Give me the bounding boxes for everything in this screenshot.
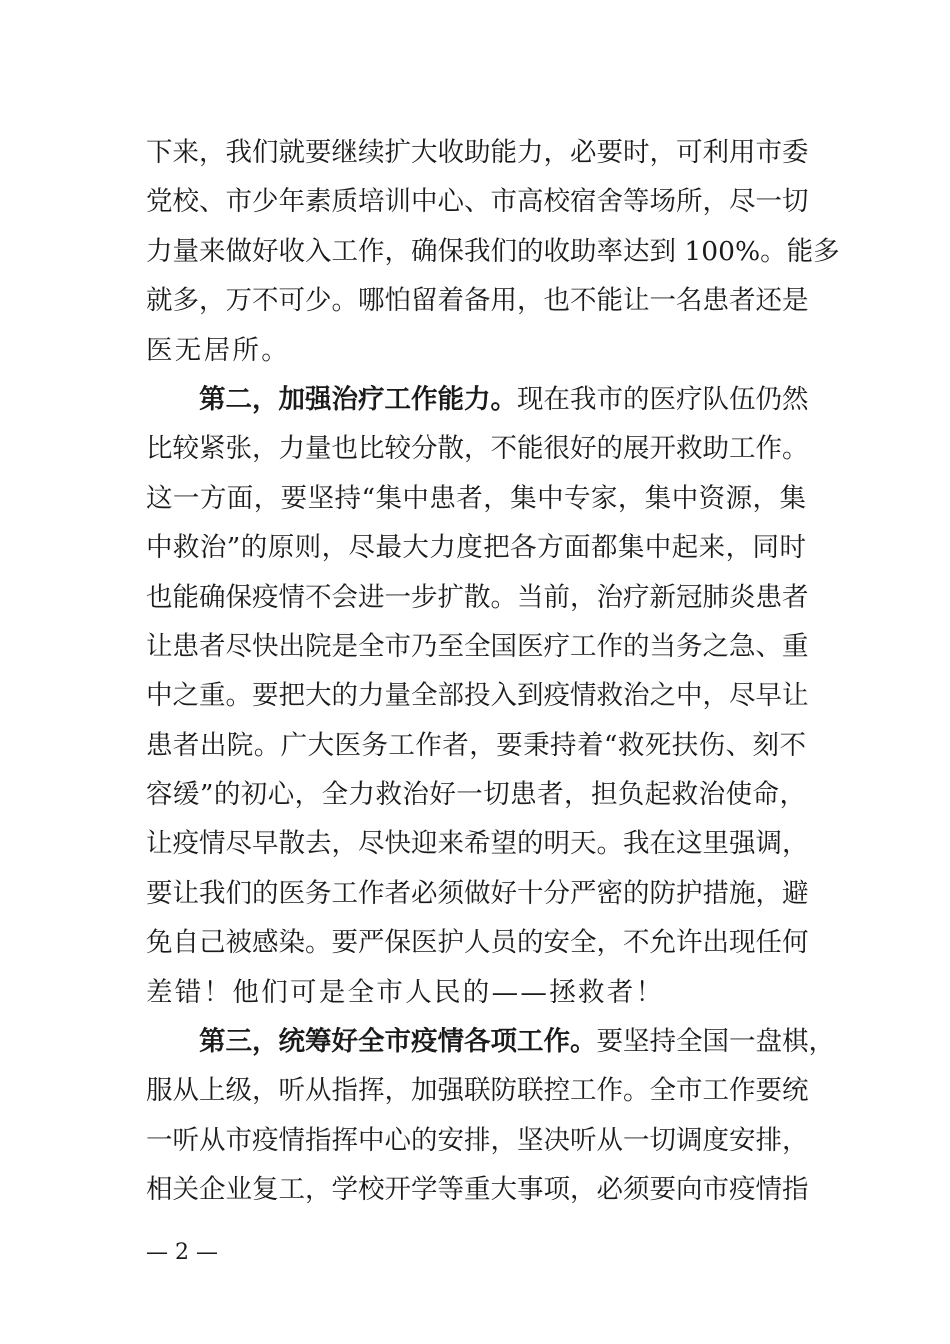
text-line bbox=[146, 869, 809, 918]
text-line bbox=[146, 819, 809, 868]
text-line bbox=[146, 523, 806, 572]
text-content: 比较紧张，力量也比较分散，不能很好的展开救助工作。 bbox=[146, 433, 809, 465]
text-content: 就多，万不可少。哪怕留着备用，也不能让一名患者还是 bbox=[146, 285, 809, 317]
text-content: 医无居所。 bbox=[146, 334, 290, 366]
section-heading: 第三，统筹好全市疫情各项工作。 bbox=[199, 1026, 597, 1058]
text-line bbox=[146, 177, 809, 226]
text-line bbox=[146, 474, 806, 523]
text-line bbox=[146, 671, 809, 720]
text-content: 现在我市的医疗队伍仍然 bbox=[517, 383, 809, 415]
text-content: 党校、市少年素质培训中心、市高校宿舍等场所，尽一切 bbox=[146, 186, 809, 218]
text-content: 服从上级，听从指挥，加强联防联控工作。全市工作要统 bbox=[146, 1075, 809, 1107]
text-content: 力量来做好收入工作，确保我们的收助率达到 100%。能多 bbox=[146, 235, 840, 267]
text-line bbox=[146, 1165, 809, 1214]
text-content: 让患者尽快出院是全市乃至全国医疗工作的当务之急、重 bbox=[146, 630, 809, 662]
text-line bbox=[146, 375, 809, 424]
text-content: 中救治”的原则，尽最大力度把各方面都集中起来，同时 bbox=[146, 532, 806, 564]
section-heading: 第二，加强治疗工作能力。 bbox=[199, 383, 517, 415]
text-line bbox=[146, 622, 809, 671]
text-content: 中之重。要把大的力量全部投入到疫情救治之中，尽早让 bbox=[146, 680, 809, 712]
text-line bbox=[146, 1116, 809, 1165]
text-line bbox=[146, 918, 809, 967]
text-line bbox=[146, 968, 836, 1017]
text-content: 患者出院。广大医务工作者，要秉持着“救死扶伤、刻不 bbox=[146, 729, 806, 761]
page-number: — 2 — bbox=[146, 1240, 218, 1265]
text-content: 差错！他们可是全市人民的——拯救者！ bbox=[146, 976, 665, 1008]
text-content: 要让我们的医务工作者必须做好十分严密的防护措施，避 bbox=[146, 877, 809, 909]
text-line bbox=[146, 1017, 835, 1066]
text-content: 下来，我们就要继续扩大收助能力，必要时，可利用市委 bbox=[146, 137, 809, 168]
text-line bbox=[146, 770, 806, 819]
text-content: 这一方面，要坚持“集中患者，集中专家，集中资源，集 bbox=[146, 482, 806, 514]
text-line bbox=[146, 573, 809, 622]
text-line bbox=[146, 227, 840, 276]
text-line bbox=[146, 128, 809, 177]
text-line bbox=[146, 721, 806, 770]
text-line bbox=[146, 326, 836, 375]
text-content: 相关企业复工，学校开学等重大事项，必须要向市疫情指 bbox=[146, 1174, 809, 1206]
text-content: 容缓”的初心，全力救治好一切患者，担负起救治使命， bbox=[146, 779, 806, 811]
text-content: 让疫情尽早散去，尽快迎来希望的明天。我在这里强调， bbox=[146, 828, 809, 860]
text-line bbox=[146, 1066, 809, 1115]
text-line bbox=[146, 276, 809, 325]
document-body bbox=[146, 128, 840, 1215]
text-content: 也能确保疫情不会进一步扩散。当前，治疗新冠肺炎患者 bbox=[146, 581, 809, 613]
text-content: 要坚持全国一盘棋， bbox=[596, 1026, 835, 1058]
text-content: 一听从市疫情指挥中心的安排，坚决听从一切调度安排， bbox=[146, 1124, 809, 1156]
text-content: 免自己被感染。要严保医护人员的安全，不允许出现任何 bbox=[146, 927, 809, 959]
text-line bbox=[146, 424, 809, 473]
